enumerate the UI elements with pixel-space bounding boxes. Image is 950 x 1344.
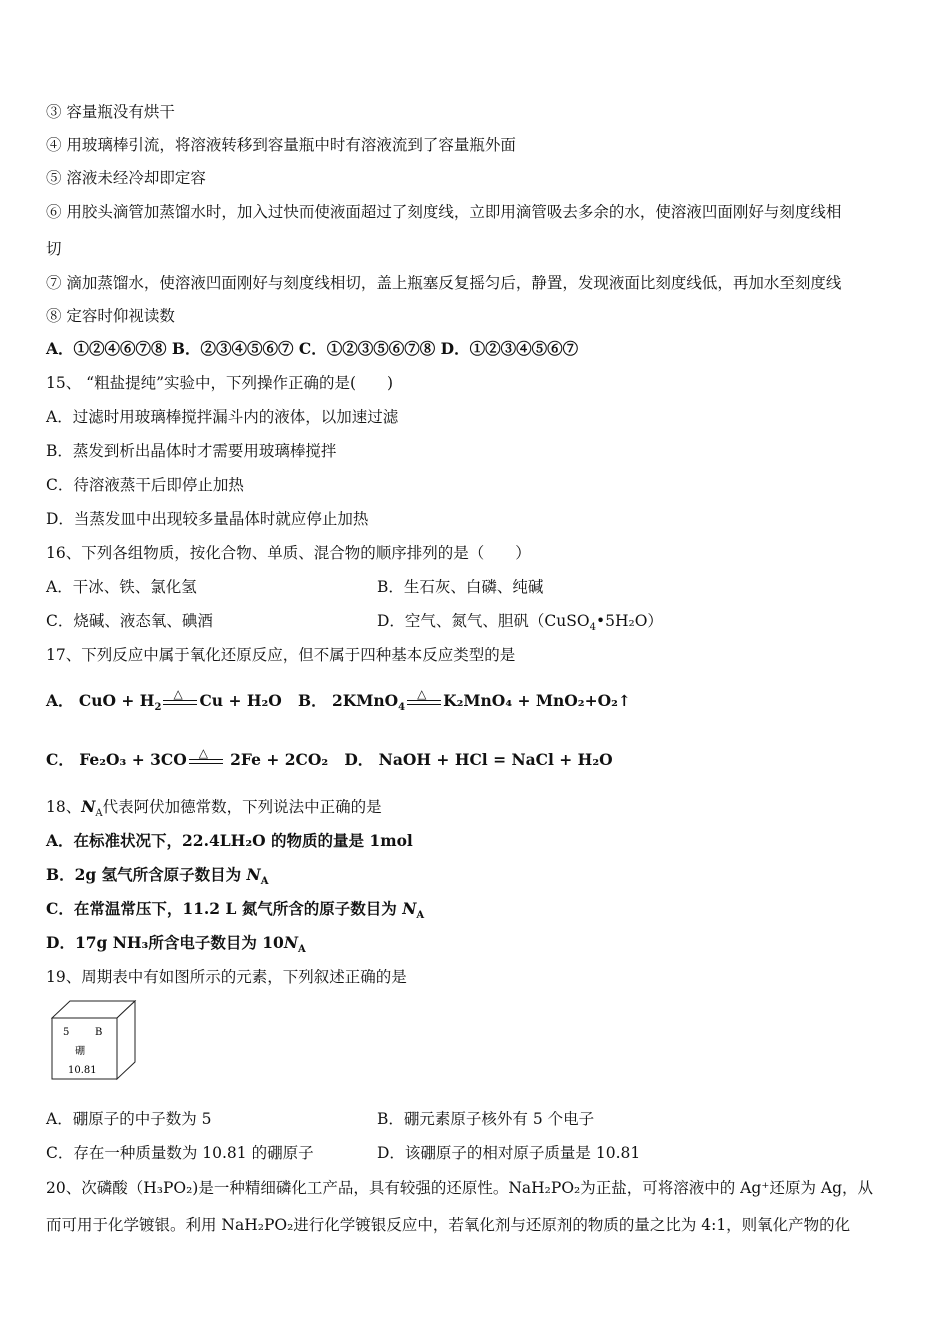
q14-options: A．①②④⑥⑦⑧ B．②③④⑤⑥⑦ C．①②③⑤⑥⑦⑧ D．①②③④⑤⑥⑦: [46, 339, 579, 358]
q16-option-b: B．生石灰、白磷、纯碱: [377, 578, 544, 596]
q19-option-a: A．硼原子的中子数为 5: [46, 1110, 212, 1128]
q15-stem: 15、 “粗盐提纯”实验中，下列操作正确的是( ): [46, 374, 394, 392]
q19-option-d: D．该硼原子的相对原子质量是 10.81: [377, 1144, 641, 1162]
q15-option-d: D．当蒸发皿中出现较多量晶体时就应停止加热: [46, 510, 369, 528]
q15-option-c: C．待溶液蒸干后即停止加热: [46, 476, 244, 494]
q16-option-d: D．空气、氮气、胆矾（CuSO$_4$•5H₂O）: [377, 612, 663, 634]
line-3: ③ 容量瓶没有烘干: [46, 103, 175, 121]
element-box-drawing: [51, 1000, 137, 1082]
q15-option-b: B．蒸发到析出晶体时才需要用玻璃棒搅拌: [46, 442, 337, 460]
q18-option-b: B．2g 氢气所含原子数目为 $N_A$: [46, 865, 269, 888]
element-name: 硼: [75, 1046, 85, 1057]
q18-stem: 18、$N_A$代表阿伏加德常数，下列说法中正确的是: [46, 797, 382, 820]
atomic-mass: 10.81: [68, 1065, 97, 1076]
line-4: ④ 用玻璃棒引流，将溶液转移到容量瓶中时有溶液流到了容量瓶外面: [46, 136, 516, 154]
q17-stem: 17、下列反应中属于氧化还原反应，但不属于四种基本反应类型的是: [46, 646, 516, 664]
line-8: ⑧ 定容时仰视读数: [46, 307, 175, 325]
q16-option-a: A．干冰、铁、氯化氢: [46, 578, 197, 596]
heat-sign: △: [163, 691, 197, 713]
q19-stem: 19、周期表中有如图所示的元素，下列叙述正确的是: [46, 968, 407, 986]
periodic-table-cell: [51, 1000, 137, 1082]
atomic-number: 5: [63, 1027, 70, 1038]
line-6-cont: 切: [46, 240, 62, 258]
q16-option-c: C．烧碱、液态氧、碘酒: [46, 612, 213, 630]
heat-sign: △: [407, 691, 441, 713]
q18-option-c: C．在常温常压下，11.2 L 氮气所含的原子数目为 $N_A$: [46, 899, 425, 922]
element-symbol: B: [95, 1027, 103, 1038]
q15-option-a: A．过滤时用玻璃棒搅拌漏斗内的液体，以加速过滤: [46, 408, 399, 426]
line-5: ⑤ 溶液未经冷却即定容: [46, 169, 206, 187]
q20-stem-line2: 而可用于化学镀银。利用 NaH₂PO₂进行化学镀银反应中，若氧化剂与还原剂的物质的量之比为 4:1，则氧化产物的化: [46, 1216, 851, 1234]
heat-sign: △: [189, 750, 223, 772]
q17-option-cd: C． Fe₂O₃ + 3CO △ 2Fe + 2CO₂ D． NaOH + HCl = NaCl + H₂O: [46, 749, 613, 772]
q18-option-a: A．在标准状况下，22.4LH₂O 的物质的量是 1mol: [46, 831, 413, 850]
q18-option-d: D．17g NH₃所含电子数目为 $10N_A$: [46, 933, 306, 956]
line-6: ⑥ 用胶头滴管加蒸馏水时，加入过快而使液面超过了刻度线，立即用滴管吸去多余的水，使溶液凹面刚好与刻度线相: [46, 203, 842, 221]
q20-stem-line1: 20、次磷酸（H₃PO₂)是一种精细磷化工产品，具有较强的还原性。NaH₂PO₂为正盐，可将溶液中的 Ag⁺还原为 Ag，从: [46, 1179, 874, 1197]
q19-option-b: B．硼元素原子核外有 5 个电子: [377, 1110, 595, 1128]
q16-stem: 16、下列各组物质，按化合物、单质、混合物的顺序排列的是（ ）: [46, 544, 531, 562]
line-7: ⑦ 滴加蒸馏水，使溶液凹面刚好与刻度线相切，盖上瓶塞反复摇匀后，静置，发现液面比刻度线低，再加水至刻度线: [46, 274, 842, 292]
q17-option-ab: A． CuO + $H_2$ △ Cu + H₂O B． 2KMnO$_4$ △ K₂MnO₄ + MnO₂+O₂↑: [46, 687, 631, 714]
q19-option-c: C．存在一种质量数为 10.81 的硼原子: [46, 1144, 314, 1162]
